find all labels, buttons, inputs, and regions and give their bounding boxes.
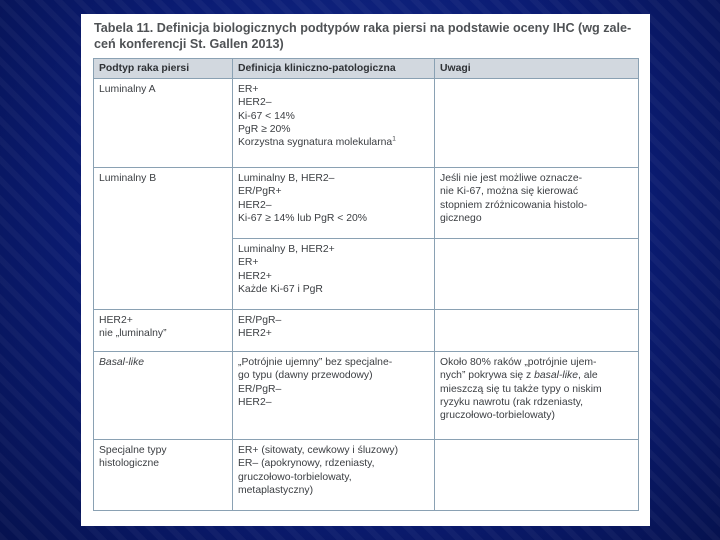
definition-line: „Potrójnie ujemny” bez specjalne- — [238, 357, 393, 369]
ihc-subtypes-table — [93, 58, 639, 511]
cell-notes-luminal-b — [435, 168, 639, 239]
caption-line-2: ceń konferencji St. Gallen 2013) — [94, 37, 284, 51]
definition-line: PgR ≥ 20% — [238, 123, 291, 135]
cell-subtype-luminal-b — [94, 168, 233, 310]
definition-line: HER2– — [238, 199, 272, 211]
definition-line: Luminalny B, HER2– — [238, 173, 335, 185]
definition-text: Korzystna sygnatura molekularna — [238, 137, 393, 149]
definition-line: HER2+ — [238, 270, 272, 282]
subtype-label: histologiczne — [99, 458, 160, 470]
notes-line: gruczołowo-torbielowaty) — [440, 410, 555, 422]
definition-line: ER/PgR– — [238, 315, 282, 327]
definition-line: metaplastyczny) — [238, 484, 314, 496]
cell-notes-special-types — [435, 440, 639, 511]
definition-line: ER– (apokrynowy, rdzeniasty, — [238, 458, 375, 470]
subtype-label: Basal-like — [99, 357, 145, 369]
definition-line: ER+ — [238, 257, 259, 269]
cell-notes-her2 — [435, 310, 639, 352]
header-subtype: Podtyp raka piersi — [94, 59, 233, 79]
table-row-her2 — [94, 310, 639, 352]
cell-definition-special-types — [233, 440, 435, 511]
definition-line: Luminalny B, HER2+ — [238, 244, 335, 256]
cell-notes-luminal-a — [435, 79, 639, 168]
table-row-luminal-a — [94, 79, 639, 168]
cell-subtype-her2 — [94, 310, 233, 352]
table-row-basal-like — [94, 352, 639, 440]
definition-line: Ki-67 ≥ 14% lub PgR < 20% — [238, 212, 368, 224]
subtype-label: Luminalny B — [99, 173, 157, 185]
cell-notes-luminal-b-her2-positive — [435, 239, 639, 310]
document-page — [81, 14, 650, 526]
cell-subtype-luminal-a — [94, 79, 233, 168]
definition-line: ER/PgR+ — [238, 186, 282, 198]
notes-italic-term: basal-like — [534, 370, 579, 382]
subtype-label: Luminalny A — [99, 84, 156, 96]
definition-line: gruczołowo-torbielowaty, — [238, 471, 352, 483]
table-row-luminal-b-her2-negative — [94, 168, 639, 239]
definition-line — [238, 136, 429, 149]
notes-line: Jeśli nie jest możliwe oznacze- — [440, 173, 583, 185]
cell-subtype-special-types — [94, 440, 233, 511]
notes-line: ryzyku nawrotu (rak rdzeniasty, — [440, 396, 584, 408]
table-caption — [93, 20, 638, 52]
definition-line: ER+ — [238, 84, 259, 96]
caption-line-1: Tabela 11. Definicja biologicznych podtypów raka piersi na podstawie oceny IHC (wg zale- — [94, 21, 632, 35]
notes-line: mieszczą się tu także typy o niskim — [440, 383, 602, 395]
cell-subtype-basal-like — [94, 352, 233, 440]
notes-line: Około 80% raków „potrójnie ujem- — [440, 357, 597, 369]
cell-notes-basal-like — [435, 352, 639, 440]
table-header-row — [94, 59, 639, 79]
table-row-special-types — [94, 440, 639, 511]
footnote-marker: 1 — [392, 135, 396, 143]
subtype-label: HER2+ — [99, 315, 133, 327]
notes-line: gicznego — [440, 212, 482, 224]
cell-definition-luminal-b-her2-positive — [233, 239, 435, 310]
definition-line: Każde Ki-67 i PgR — [238, 283, 323, 295]
notes-line — [440, 369, 633, 382]
definition-line: go typu (dawny przewodowy) — [238, 370, 373, 382]
header-notes: Uwagi — [435, 59, 639, 79]
header-definition: Definicja kliniczno-patologiczna — [233, 59, 435, 79]
definition-line: Ki-67 < 14% — [238, 110, 295, 122]
notes-text: nych” pokrywa się z — [440, 370, 535, 382]
subtype-label: Specjalne typy — [99, 445, 167, 457]
cell-definition-luminal-b-her2-negative — [233, 168, 435, 239]
definition-line: HER2+ — [238, 328, 272, 340]
cell-definition-her2 — [233, 310, 435, 352]
cell-definition-luminal-a — [233, 79, 435, 168]
notes-line: stopniem zróżnicowania histolo- — [440, 199, 588, 211]
subtype-label: nie „luminalny” — [99, 328, 167, 340]
definition-line: HER2– — [238, 97, 272, 109]
notes-text: , ale — [578, 370, 598, 382]
definition-line: ER/PgR– — [238, 383, 282, 395]
notes-line: nie Ki-67, można się kierować — [440, 186, 579, 198]
cell-definition-basal-like — [233, 352, 435, 440]
definition-line: HER2– — [238, 396, 272, 408]
definition-line: ER+ (sitowaty, cewkowy i śluzowy) — [238, 445, 399, 457]
